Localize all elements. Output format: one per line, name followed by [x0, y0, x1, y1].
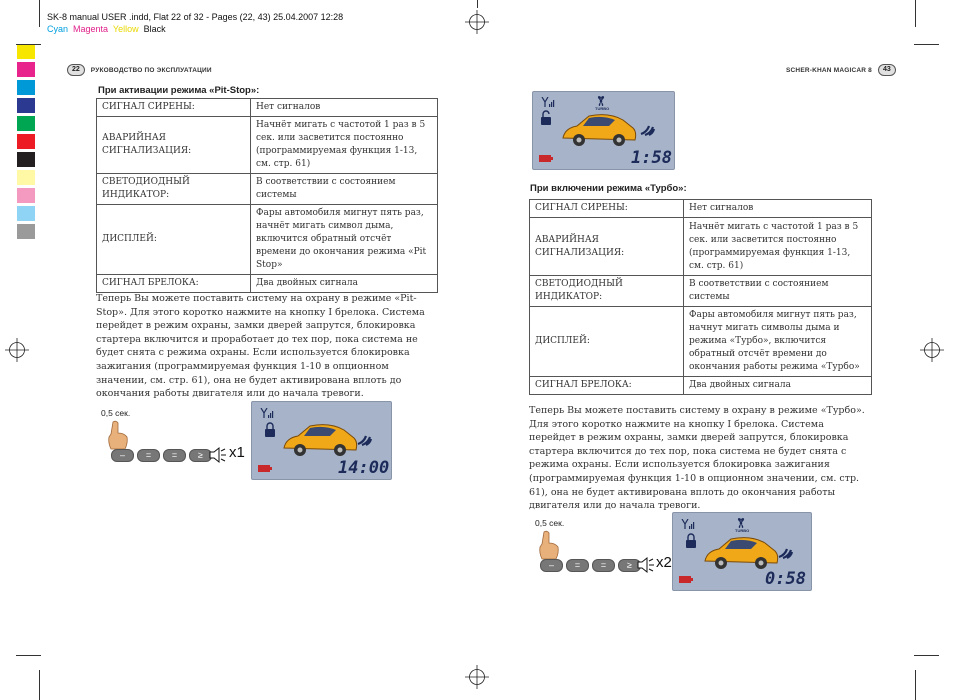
page-number: 22 — [67, 64, 85, 76]
table-row — [530, 276, 872, 307]
table-row — [530, 200, 872, 218]
running-header: SCHER-KHAN MAGICAR 8 — [786, 66, 872, 74]
battery-icon — [539, 155, 553, 162]
keyfob-key: – — [111, 449, 134, 462]
battery-icon — [679, 576, 693, 583]
keyfob-key: ≥ — [189, 449, 212, 462]
crop-mark — [39, 670, 40, 700]
slug-yellow: Yellow — [112, 24, 139, 34]
lcd-time: 0:58 — [765, 569, 806, 589]
crop-mark — [477, 0, 478, 8]
signal-icon — [681, 519, 695, 529]
crop-mark — [914, 655, 939, 656]
color-swatch — [17, 170, 35, 185]
slug-file-line: SK-8 manual USER .indd, Flat 22 of 32 - Pages (22, 43) 25.04.2007 12:28 — [47, 12, 344, 22]
multiplier-label: x2 — [656, 554, 672, 571]
keyfob-key: = — [163, 449, 186, 462]
table-value: В соответствии с состоянием системы — [684, 276, 872, 307]
left-page-header — [67, 64, 212, 76]
table-row — [530, 377, 872, 395]
crop-mark — [914, 44, 939, 45]
signal-icon — [260, 408, 274, 418]
speaker-icon — [208, 446, 228, 464]
keyfob-buttons — [111, 449, 212, 462]
color-swatch — [17, 134, 35, 149]
crop-mark — [16, 655, 41, 656]
table-value: Фары автомобиля мигнут пять раз, начнёт мигать символ дыма, включится обратный отсчёт времени до окончания режима «Pit Stop» — [251, 205, 438, 275]
battery-icon — [258, 465, 272, 472]
registration-mark-icon — [920, 338, 944, 362]
color-swatch — [17, 80, 35, 95]
turbo-label: TURBO — [735, 528, 750, 533]
lock-icon — [685, 533, 697, 548]
hand-icon — [538, 530, 560, 560]
table-param: СВЕТОДИОДНЫЙ ИНДИКАТОР: — [530, 276, 684, 307]
lock-icon — [264, 422, 276, 437]
table-row — [530, 218, 872, 276]
crop-mark — [16, 44, 41, 45]
table-param: СИГНАЛ СИРЕНЫ: — [530, 200, 684, 218]
body-paragraph: Теперь Вы можете поставить систему в охрану в режиме «Турбо». Для этого коротко нажмите на кнопку I брелока. Система перейдет в режим охраны, замки дверей запрутся, блокировка стартера включится до тех пор, пока система не будет снята с режима охраны. Если используется блокировка зажигания (программируемая функция 1-10 в опционном значении, см. стр. 61), она не будет активирована вплоть до окончания работы двигателя или до начала тревоги. — [529, 405, 865, 512]
slug-cyan: Cyan — [47, 24, 69, 34]
color-swatch — [17, 44, 35, 59]
lcd-display — [251, 401, 392, 480]
table-row — [530, 307, 872, 377]
speaker-icon — [636, 556, 656, 574]
color-swatch — [17, 116, 35, 131]
table-value: Начнёт мигать с частотой 1 раз в 5 сек. или засветится постоянно (программируемая функция 1-13, см. стр. 61) — [251, 117, 438, 174]
car-icon — [559, 110, 639, 150]
keyfob-key: = — [137, 449, 160, 462]
slug-black: Black — [143, 24, 166, 34]
keyfob-key: = — [566, 559, 589, 572]
table-value: Нет сигналов — [251, 99, 438, 117]
table-param: СИГНАЛ БРЕЛОКА: — [530, 377, 684, 395]
crop-mark — [39, 0, 40, 27]
smoke-icon — [639, 120, 655, 136]
body-paragraph: Теперь Вы можете поставить систему на охрану в режиме «Pit-Stop». Для этого коротко нажмите на кнопку I брелока. Система перейдет в режим охраны, замки дверей запрутся, блокировка стартера включится и проработает до тех пор, пока система не будет снята с режима охраны. Если используется блокировка зажигания (программируемая функция 1-10 в опционном значении, см. стр. 61), она не будет активирована вплоть до окончания работы двигателя или до начала тревоги. — [96, 293, 425, 400]
slug-magenta: Magenta — [73, 24, 109, 34]
lcd-display — [672, 512, 812, 591]
color-swatch — [17, 188, 35, 203]
table-row — [97, 99, 438, 117]
press-duration-label: 0,5 сек. — [101, 408, 131, 418]
color-swatch — [17, 224, 35, 239]
table-value: В соответствии с состоянием системы — [251, 174, 438, 205]
turbo-fan-icon — [595, 96, 607, 106]
smoke-icon — [777, 543, 793, 559]
lcd-time: 14:00 — [338, 458, 390, 478]
turbo-label: TURBO — [595, 106, 610, 111]
registration-mark-icon — [465, 665, 489, 689]
table-param: СИГНАЛ СИРЕНЫ: — [97, 99, 251, 117]
color-swatch — [17, 206, 35, 221]
signal-icon — [541, 97, 555, 107]
keyfob-key: ≥ — [618, 559, 641, 572]
print-slug — [47, 11, 343, 35]
table-row — [97, 275, 438, 293]
keyfob-buttons — [540, 559, 641, 572]
turbo-table — [529, 199, 872, 395]
color-swatch — [17, 62, 35, 77]
color-swatch — [17, 152, 35, 167]
section-title: При активации режима «Pit-Stop»: — [98, 85, 260, 96]
lock-icon — [540, 110, 552, 125]
table-row — [97, 174, 438, 205]
keyfob-key: – — [540, 559, 563, 572]
table-param: АВАРИЙНАЯ СИГНАЛИЗАЦИЯ: — [530, 218, 684, 276]
table-param: ДИСПЛЕЙ: — [97, 205, 251, 275]
keyfob-key: = — [592, 559, 615, 572]
registration-mark-icon — [465, 10, 489, 34]
table-param: СИГНАЛ БРЕЛОКА: — [97, 275, 251, 293]
car-icon — [701, 533, 781, 573]
running-header: РУКОВОДСТВО ПО ЭКСПЛУАТАЦИИ — [90, 66, 212, 74]
crop-mark — [915, 0, 916, 27]
press-duration-label: 0,5 сек. — [535, 518, 565, 528]
table-value: Начнёт мигать с частотой 1 раз в 5 сек. или засветится постоянно (программируемая функция 1-13, см. стр. 61) — [684, 218, 872, 276]
table-value: Фары автомобиля мигнут пять раз, начнут мигать символы дыма и режима «Турбо», включится обратный отсчёт времени до окончания работы режима «Турбо» — [684, 307, 872, 377]
right-page-header — [786, 64, 896, 76]
table-row — [97, 117, 438, 174]
car-icon — [280, 420, 360, 460]
table-param: СВЕТОДИОДНЫЙ ИНДИКАТОР: — [97, 174, 251, 205]
multiplier-label: x1 — [229, 444, 245, 461]
table-param: АВАРИЙНАЯ СИГНАЛИЗАЦИЯ: — [97, 117, 251, 174]
page-number: 43 — [878, 64, 896, 76]
table-row — [97, 205, 438, 275]
lcd-time: 1:58 — [631, 148, 672, 168]
top-lcd-display — [532, 91, 675, 170]
table-value: Нет сигналов — [684, 200, 872, 218]
section-title: При включении режима «Турбо»: — [530, 183, 687, 194]
smoke-icon — [356, 430, 372, 446]
turbo-fan-icon — [735, 518, 747, 528]
table-value: Два двойных сигнала — [251, 275, 438, 293]
slug-colors — [47, 23, 343, 35]
registration-mark-icon — [5, 338, 29, 362]
pit-stop-table — [96, 98, 438, 293]
crop-mark — [915, 670, 916, 700]
table-value: Два двойных сигнала — [684, 377, 872, 395]
hand-icon — [107, 420, 129, 450]
color-swatch — [17, 98, 35, 113]
table-param: ДИСПЛЕЙ: — [530, 307, 684, 377]
